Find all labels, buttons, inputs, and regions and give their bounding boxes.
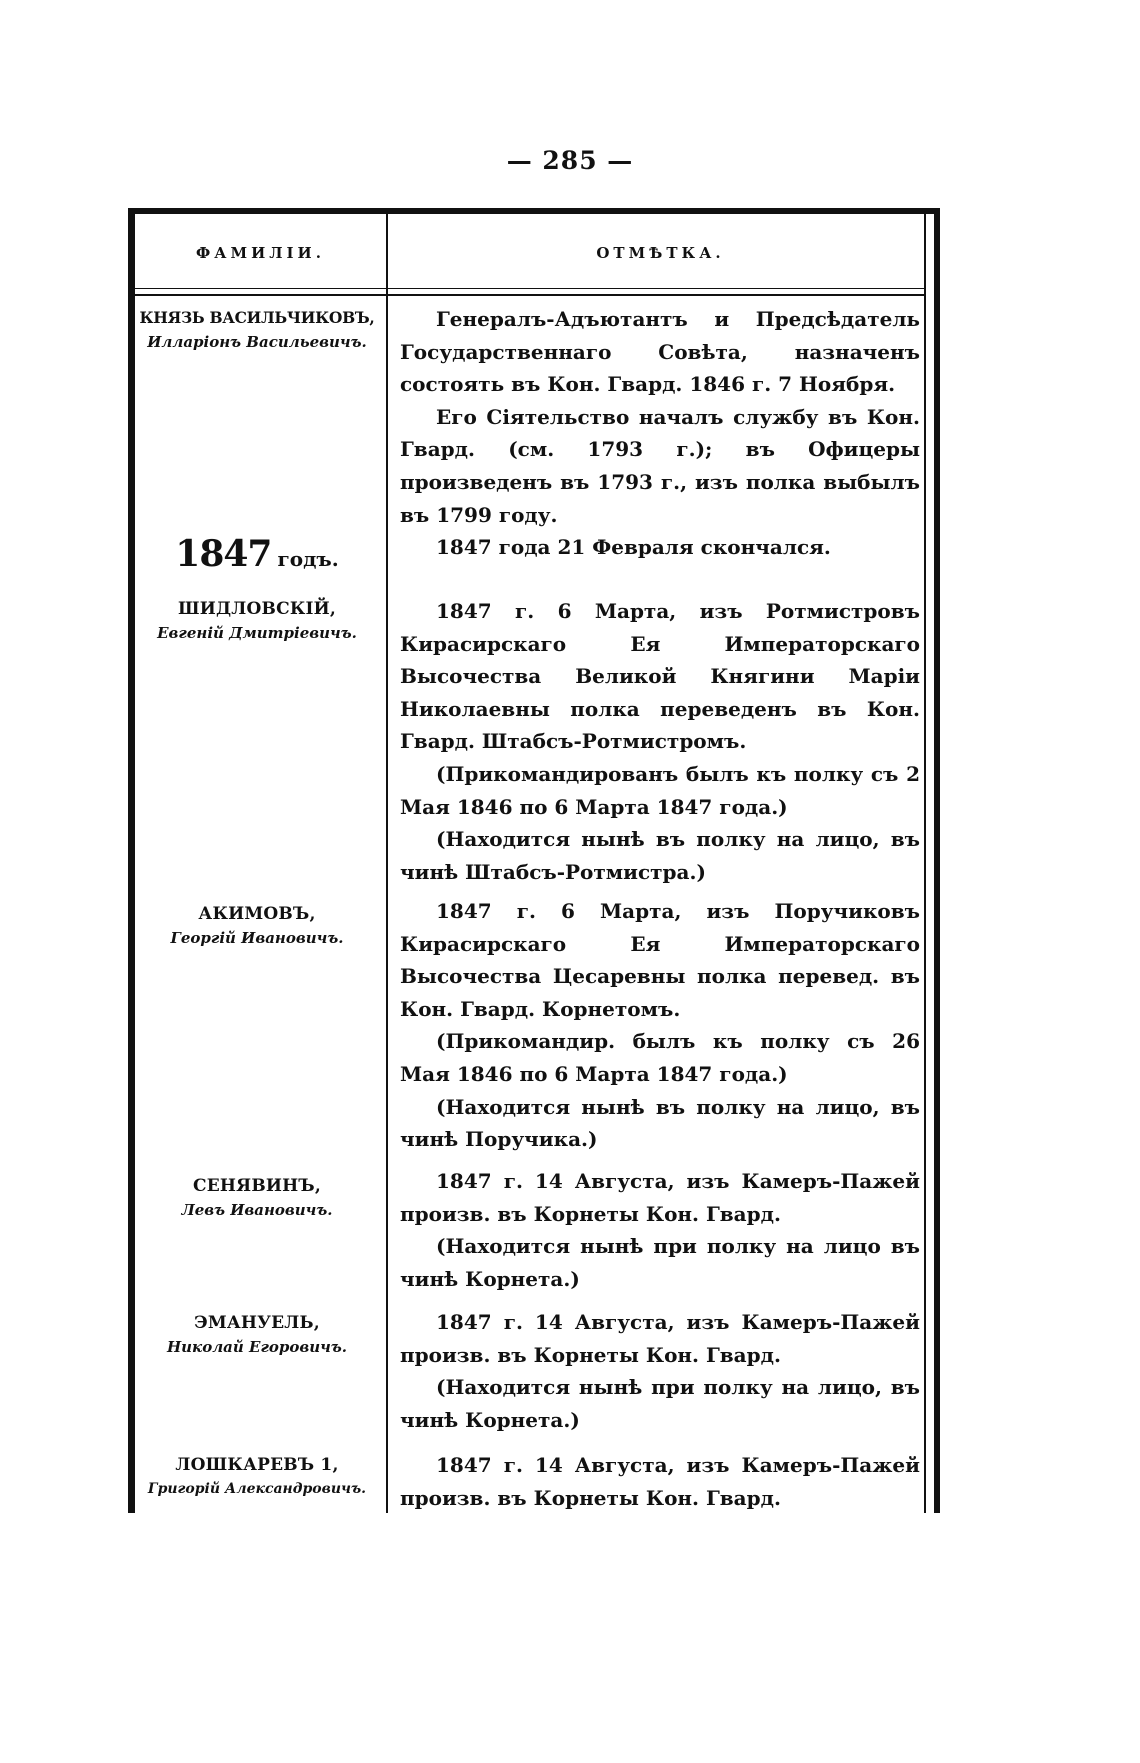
header-name-column: ФАМИЛІИ. bbox=[196, 244, 325, 262]
given-name: Евгеній Дмитріевичъ. bbox=[157, 624, 357, 642]
header-rule bbox=[135, 288, 926, 296]
given-name: Илларіонъ Васильевичъ. bbox=[147, 333, 367, 351]
note-paragraph: (Находится нынѣ въ полку на лицо, въ чинѣ Штабсъ-Ротмистра.) bbox=[400, 827, 920, 884]
entry-name bbox=[128, 1174, 386, 1222]
note-paragraph: (Прикомандированъ былъ къ полку съ 2 Мая 1846 по 6 Марта 1847 года.) bbox=[400, 761, 920, 819]
given-name: Левъ Ивановичъ. bbox=[181, 1201, 333, 1219]
surname: КНЯЗЬ ВАСИЛЬЧИКОВЪ, bbox=[139, 308, 375, 327]
entry-name bbox=[128, 1311, 386, 1359]
year-number: 1847 bbox=[175, 533, 272, 575]
note-paragraph: (Находится нынѣ при полку на лицо въ чинѣ Корнета.) bbox=[400, 1234, 920, 1291]
surname: СЕНЯВИНЪ, bbox=[192, 1176, 321, 1196]
note-paragraph: Генералъ-Адъютантъ и Предсѣдатель Государственнаго Совѣта, назначенъ состоять въ Кон. Гвард. 1846 г. 7 Ноября. bbox=[400, 307, 920, 397]
entry-note bbox=[400, 1449, 920, 1514]
entry-note bbox=[400, 895, 920, 1156]
given-name: Георгій Ивановичъ. bbox=[170, 929, 344, 947]
entry-name bbox=[128, 902, 386, 950]
given-name: Григорій Александровичъ. bbox=[147, 1481, 367, 1497]
note-paragraph: 1847 г. 14 Августа, изъ Камеръ-Пажей произв. въ Корнеты Кон. Гвард. bbox=[400, 1310, 920, 1367]
note-paragraph: 1847 г. 14 Августа, изъ Камеръ-Пажей произв. въ Корнеты Кон. Гвард. bbox=[400, 1169, 920, 1226]
entry-note bbox=[400, 1306, 920, 1436]
surname: ШИДЛОВСКІЙ, bbox=[177, 599, 337, 619]
column-divider bbox=[386, 214, 388, 1513]
note-paragraph: (Находится нынѣ въ полку на лицо, въ чинѣ Поручика.) bbox=[400, 1094, 920, 1152]
inner-right-rule bbox=[924, 214, 926, 1513]
given-name: Николай Егоровичъ. bbox=[166, 1338, 348, 1356]
note-paragraph: 1847 г. 6 Марта, изъ Ротмистровъ Кирасирскаго Ея Императорскаго Высочества Великой Княгини Маріи Николаевны полка переведенъ въ Кон. Гвард. Штабсъ-Ротмистромъ. bbox=[400, 599, 920, 754]
entry-note bbox=[400, 303, 920, 564]
note-paragraph: 1847 г. 6 Марта, изъ Поручиковъ Кирасирскаго Ея Императорскаго Высочества Цесаревны полка перевед. въ Кон. Гвард. Корнетомъ. bbox=[400, 899, 920, 1021]
entry-name bbox=[128, 597, 386, 645]
note-paragraph: 1847 года 21 Февраля скончался. bbox=[436, 535, 831, 560]
year-heading bbox=[128, 533, 386, 575]
note-paragraph: Его Сіятельство началъ службу въ Кон. Гвард. (см. 1793 г.); въ Офицеры произведенъ въ 1793 г., изъ полка выбылъ въ 1799 году. bbox=[400, 404, 920, 527]
note-paragraph: (Находится нынѣ при полку на лицо, въ чинѣ Корнета.) bbox=[400, 1375, 920, 1432]
surname: АКИМОВЪ, bbox=[198, 904, 316, 924]
year-word: годъ. bbox=[277, 547, 339, 571]
note-paragraph: 1847 г. 14 Августа, изъ Камеръ-Пажей произв. въ Корнеты Кон. Гвард. bbox=[400, 1453, 920, 1510]
entry-note bbox=[400, 1165, 920, 1295]
entry-name bbox=[128, 306, 386, 354]
header-note-column: ОТМѢТКА. bbox=[596, 244, 725, 262]
note-paragraph: (Прикомандир. былъ къ полку съ 26 Мая 1846 по 6 Марта 1847 года.) bbox=[400, 1029, 920, 1086]
surname: ЭМАНУЕЛЬ, bbox=[194, 1313, 320, 1333]
entry-note bbox=[400, 595, 920, 888]
page-number: — 285 — bbox=[506, 146, 634, 175]
entry-name bbox=[128, 1453, 386, 1501]
surname: ЛОШКАРЕВЪ 1, bbox=[175, 1455, 339, 1475]
